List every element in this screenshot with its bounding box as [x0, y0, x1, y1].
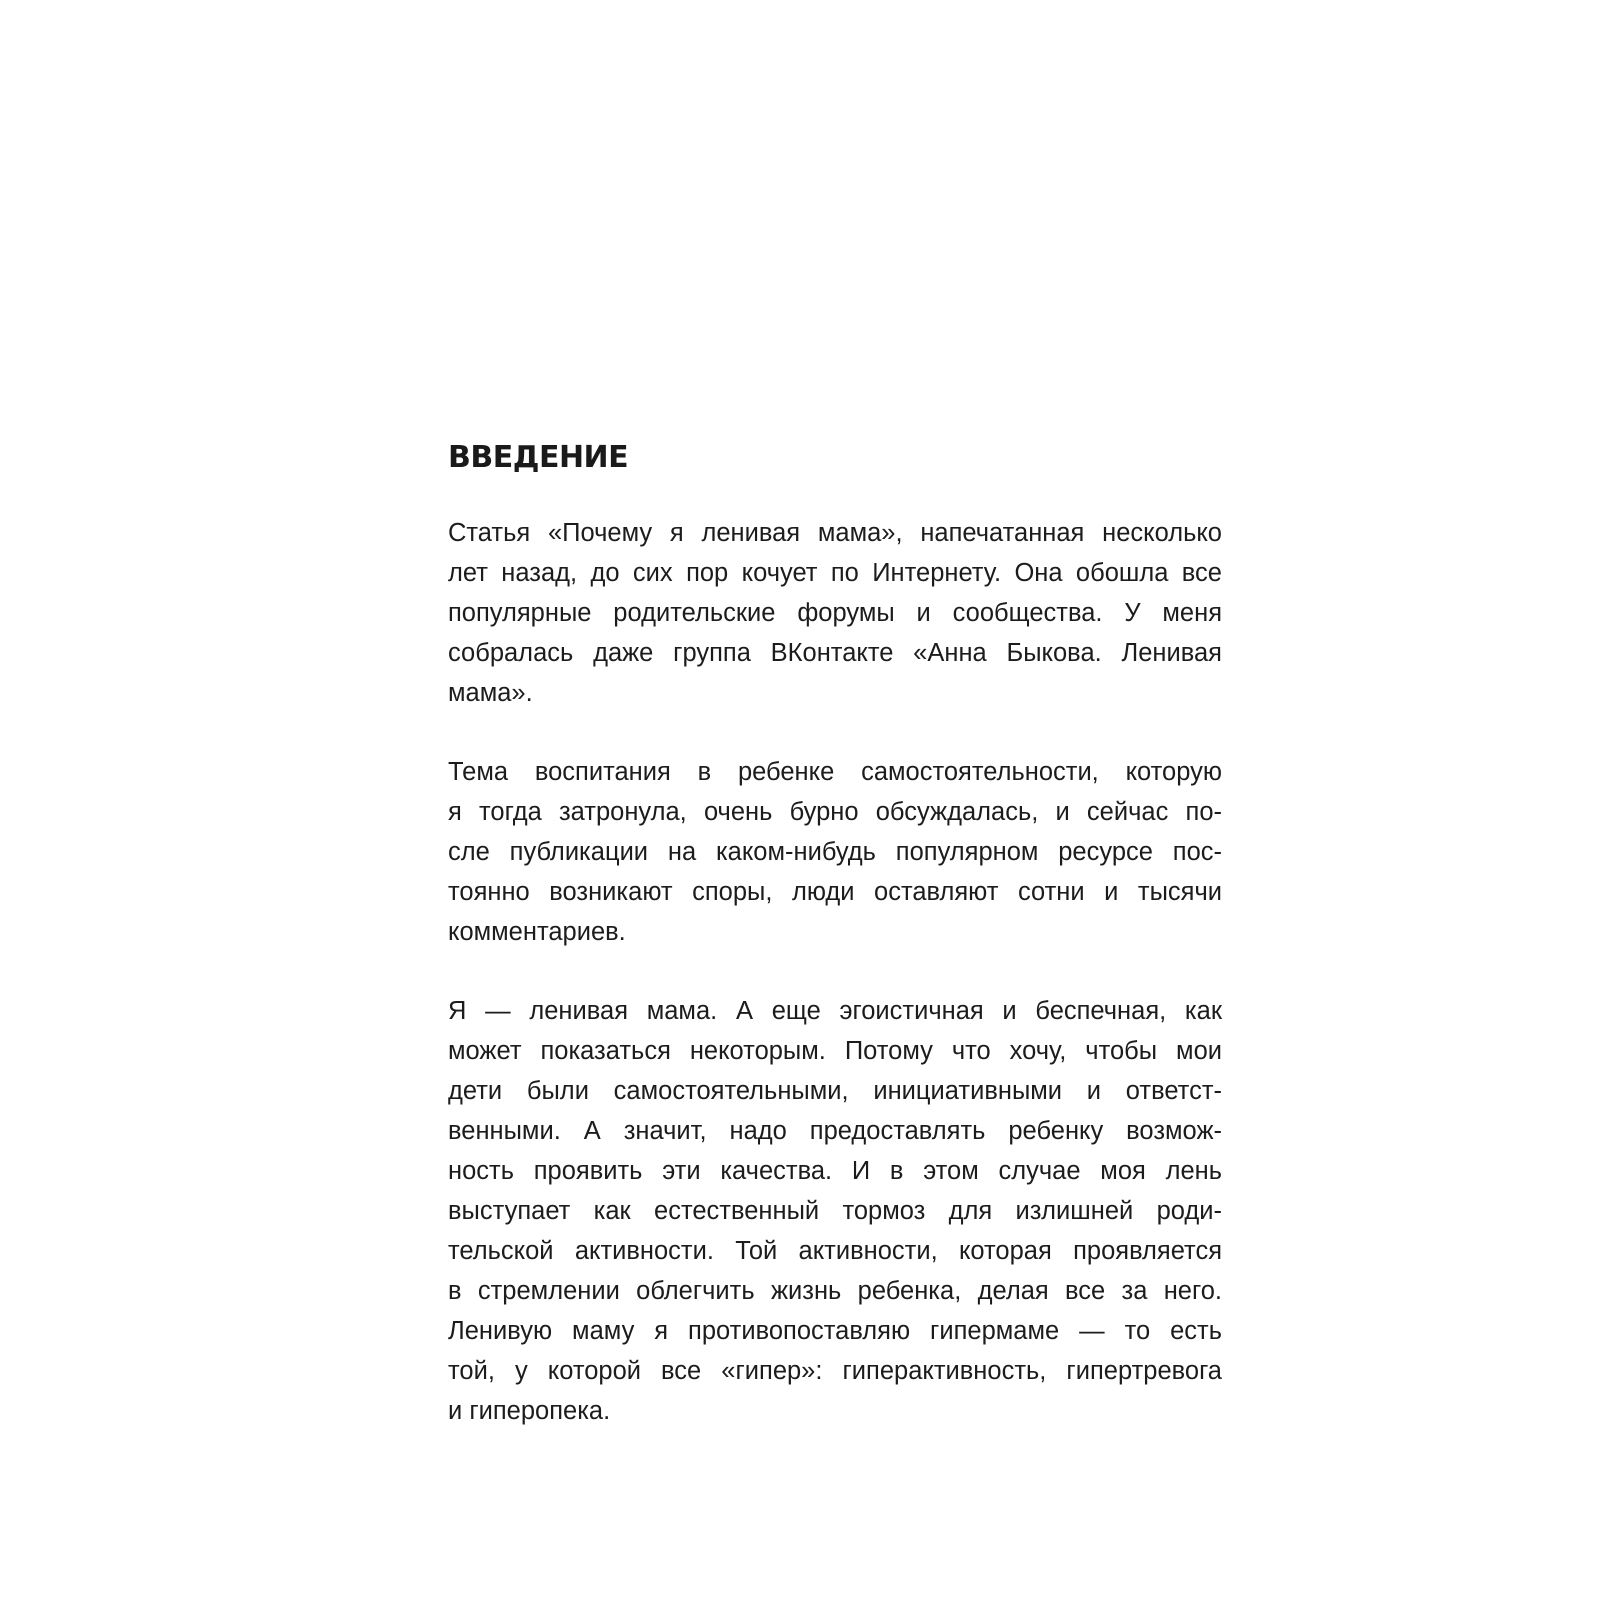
text-line: Ленивую маму я противопоставляю гипермаме — то есть	[448, 1317, 1222, 1345]
paragraph-2	[448, 752, 1222, 952]
text-line: тоянно возникают споры, люди оставляют сотни и тысячи	[448, 878, 1222, 906]
text-line: Я — ленивая мама. А еще эгоистичная и беспечная, как	[448, 997, 1222, 1025]
text-line: дети были самостоятельными, инициативными и ответст-	[448, 1077, 1222, 1105]
text-line: венными. А значит, надо предоставлять ребенку возмож-	[448, 1117, 1222, 1145]
text-line: может показаться некоторым. Потому что хочу, чтобы мои	[448, 1037, 1222, 1065]
text-line: Тема воспитания в ребенке самостоятельности, которую	[448, 758, 1222, 786]
text-line: собралась даже группа ВКонтакте «Анна Быкова. Ленивая	[448, 639, 1222, 667]
text-line: мама».	[448, 679, 533, 707]
text-line: и гиперопека.	[448, 1397, 611, 1425]
chapter-heading: ВВЕДЕНИЕ	[448, 440, 629, 475]
text-line: в стремлении облегчить жизнь ребенка, делая все за него.	[448, 1277, 1222, 1305]
text-line: лет назад, до сих пор кочует по Интернету. Она обошла все	[448, 559, 1222, 587]
text-line: тельской активности. Той активности, которая проявляется	[448, 1237, 1222, 1265]
text-line: комментариев.	[448, 918, 626, 946]
text-line: выступает как естественный тормоз для излишней роди-	[448, 1197, 1222, 1225]
text-line: Статья «Почему я ленивая мама», напечатанная несколько	[448, 519, 1222, 547]
text-line: ность проявить эти качества. И в этом случае моя лень	[448, 1157, 1222, 1185]
text-line: сле публикации на каком-нибудь популярном ресурсе пос-	[448, 838, 1222, 866]
text-line: я тогда затронула, очень бурно обсуждалась, и сейчас по-	[448, 798, 1222, 826]
text-line: той, у которой все «гипер»: гиперактивность, гипертревога	[448, 1357, 1222, 1385]
paragraph-3	[448, 991, 1222, 1431]
text-line: популярные родительские форумы и сообщества. У меня	[448, 599, 1222, 627]
paragraph-1	[448, 513, 1222, 713]
